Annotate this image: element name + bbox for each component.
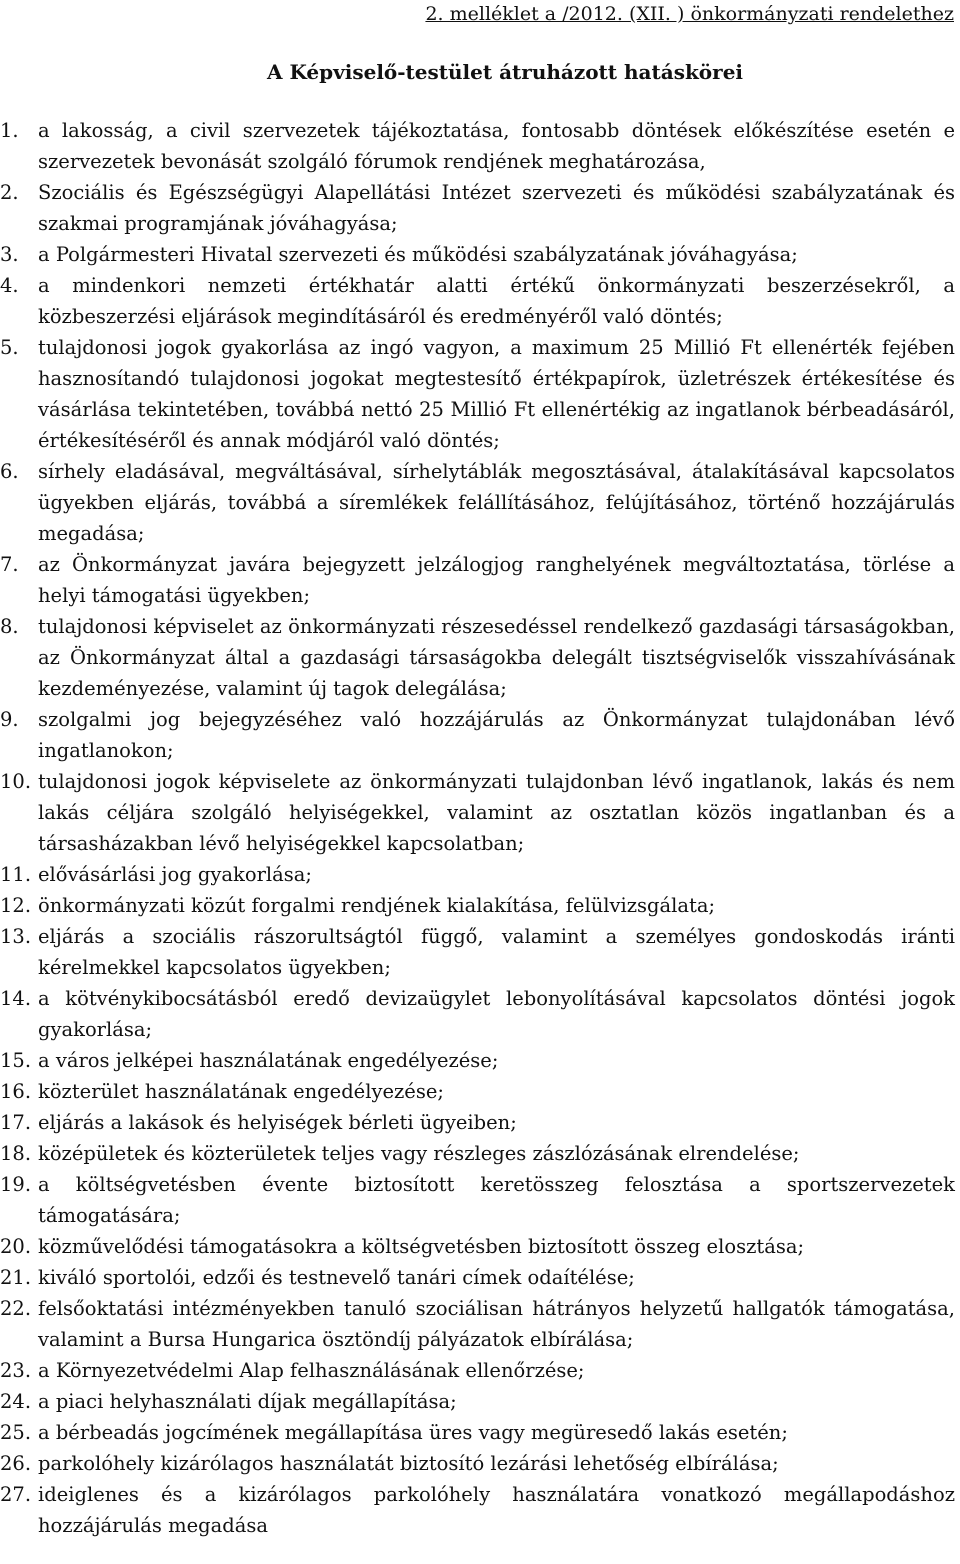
list-item-number: 16. xyxy=(0,1080,32,1103)
list-item-number: 2. xyxy=(0,181,19,204)
list-item-text: a város jelképei használatának engedélyezése; xyxy=(38,1049,499,1072)
list-item xyxy=(0,983,955,1045)
list-item-number: 9. xyxy=(0,708,19,731)
list-item-text: közterület használatának engedélyezése; xyxy=(38,1080,444,1103)
list-item-number: 14. xyxy=(0,987,32,1010)
powers-list xyxy=(0,115,955,1541)
list-item-text: szolgalmi jog bejegyzéséhez való hozzájárulás az Önkormányzat tulajdonában lévő ingatlanokon; xyxy=(38,708,955,762)
list-item xyxy=(0,1293,955,1355)
list-item xyxy=(0,859,955,890)
list-item xyxy=(0,1448,955,1479)
list-item-number: 27. xyxy=(0,1483,32,1506)
list-item-number: 10. xyxy=(0,770,32,793)
list-item-text: tulajdonosi jogok gyakorlása az ingó vagyon, a maximum 25 Millió Ft ellenérték fejében hasznosítandó tulajdonosi jogokat megtestesítő értékpapírok, üzletrészek értékesítése és vásárlása tekintetében, továbbá nettó 25 Millió Ft ellenértékig az ingatlanok bérbeadásáról, értékesítéséről és annak módjáról való döntés; xyxy=(38,336,955,452)
list-item-text: a Polgármesteri Hivatal szervezeti és működési szabályzatának jóváhagyása; xyxy=(38,243,798,266)
list-item-number: 5. xyxy=(0,336,19,359)
list-item-text: tulajdonosi képviselet az önkormányzati részesedéssel rendelkező gazdasági társaságokban, az Önkormányzat által a gazdasági társaságokba delegált tisztségviselők visszahívásának kezdeményezése, valamint új tagok delegálása; xyxy=(38,615,955,700)
list-item-number: 4. xyxy=(0,274,19,297)
list-item xyxy=(0,270,955,332)
list-item-number: 25. xyxy=(0,1421,32,1444)
list-item-text: eljárás a szociális rászorultságtól függő, valamint a személyes gondoskodás iránti kérelmekkel kapcsolatos ügyekben; xyxy=(38,925,955,979)
list-item-number: 12. xyxy=(0,894,32,917)
list-item-text: önkormányzati közút forgalmi rendjének kialakítása, felülvizsgálata; xyxy=(38,894,716,917)
list-item xyxy=(0,456,955,549)
list-item-text: parkolóhely kizárólagos használatát biztosító lezárási lehetőség elbírálása; xyxy=(38,1452,779,1475)
list-item-text: középületek és közterületek teljes vagy részleges zászlózásának elrendelése; xyxy=(38,1142,800,1165)
list-item-text: felsőoktatási intézményekben tanuló szociálisan hátrányos helyzetű hallgatók támogatása, valamint a Bursa Hungarica ösztöndíj pályázatok elbírálása; xyxy=(38,1297,955,1351)
list-item-number: 1. xyxy=(0,119,19,142)
list-item xyxy=(0,332,955,456)
list-item xyxy=(0,239,955,270)
list-item xyxy=(0,177,955,239)
list-item xyxy=(0,1107,955,1138)
list-item xyxy=(0,921,955,983)
list-item-number: 26. xyxy=(0,1452,32,1475)
list-item-text: a kötvénykibocsátásból eredő devizaügylet lebonyolításával kapcsolatos döntési jogok gyakorlása; xyxy=(38,987,955,1041)
list-item-number: 17. xyxy=(0,1111,32,1134)
list-item xyxy=(0,1386,955,1417)
list-item-text: az Önkormányzat javára bejegyzett jelzálogjog ranghelyének megváltoztatása, törlése a helyi támogatási ügyekben; xyxy=(38,553,955,607)
list-item-number: 3. xyxy=(0,243,19,266)
list-item-text: a mindenkori nemzeti értékhatár alatti értékű önkormányzati beszerzésekről, a közbeszerzési eljárások megindításáról és eredményéről való döntés; xyxy=(38,274,955,328)
list-item-number: 7. xyxy=(0,553,19,576)
list-item xyxy=(0,1169,955,1231)
list-item-text: közművelődési támogatásokra a költségvetésben biztosított összeg elosztása; xyxy=(38,1235,805,1258)
list-item-number: 15. xyxy=(0,1049,32,1072)
list-item-text: a piaci helyhasználati díjak megállapítása; xyxy=(38,1390,457,1413)
list-item-number: 19. xyxy=(0,1173,32,1196)
list-item-number: 11. xyxy=(0,863,32,886)
list-item-number: 22. xyxy=(0,1297,32,1320)
list-item-text: a Környezetvédelmi Alap felhasználásának ellenőrzése; xyxy=(38,1359,585,1382)
list-item xyxy=(0,1076,955,1107)
list-item xyxy=(0,1045,955,1076)
annex-header: 2. melléklet a /2012. (XII. ) önkormányzati rendelethez xyxy=(425,3,954,25)
list-item-text: a lakosság, a civil szervezetek tájékoztatása, fontosabb döntések előkészítése esetén e szervezetek bevonását szolgáló fórumok rendjének meghatározása, xyxy=(38,119,955,173)
document-title: A Képviselő-testület átruházott hatáskörei xyxy=(266,60,744,84)
list-item xyxy=(0,1138,955,1169)
list-item-number: 8. xyxy=(0,615,19,638)
list-item-number: 21. xyxy=(0,1266,32,1289)
list-item-number: 18. xyxy=(0,1142,32,1165)
list-item-text: tulajdonosi jogok képviselete az önkormányzati tulajdonban lévő ingatlanok, lakás és nem lakás céljára szolgáló helyiségekkel, valamint az osztatlan közös ingatlanban és a társasházakban lévő helyiségekkel kapcsolatban; xyxy=(38,770,955,855)
list-item-number: 23. xyxy=(0,1359,32,1382)
list-item-text: a költségvetésben évente biztosított keretösszeg felosztása a sportszervezetek támogatására; xyxy=(38,1173,955,1227)
list-item-text: ideiglenes és a kizárólagos parkolóhely használatára vonatkozó megállapodáshoz hozzájárulás megadása xyxy=(38,1483,955,1537)
list-item-text: Szociális és Egészségügyi Alapellátási Intézet szervezeti és működési szabályzatának és szakmai programjának jóváhagyása; xyxy=(38,181,955,235)
list-item-number: 6. xyxy=(0,460,19,483)
list-item-text: elővásárlási jog gyakorlása; xyxy=(38,863,312,886)
list-item-number: 13. xyxy=(0,925,32,948)
list-item-text: eljárás a lakások és helyiségek bérleti ügyeiben; xyxy=(38,1111,517,1134)
list-item xyxy=(0,1417,955,1448)
list-item xyxy=(0,890,955,921)
list-item-text: sírhely eladásával, megváltásával, sírhelytáblák megosztásával, átalakításával kapcsolatos ügyekben eljárás, továbbá a síremlékek felállításához, felújításához, történő hozzájárulás megadása; xyxy=(38,460,955,545)
list-item xyxy=(0,704,955,766)
list-item-text: kiváló sportolói, edzői és testnevelő tanári címek odaítélése; xyxy=(38,1266,635,1289)
list-item xyxy=(0,1262,955,1293)
list-item xyxy=(0,1355,955,1386)
list-item xyxy=(0,611,955,704)
list-item xyxy=(0,115,955,177)
list-item-number: 24. xyxy=(0,1390,32,1413)
list-item xyxy=(0,1479,955,1541)
list-item xyxy=(0,549,955,611)
list-item-text: a bérbeadás jogcímének megállapítása üres vagy megüresedő lakás esetén; xyxy=(38,1421,788,1444)
list-item xyxy=(0,1231,955,1262)
list-item xyxy=(0,766,955,859)
list-item-number: 20. xyxy=(0,1235,32,1258)
